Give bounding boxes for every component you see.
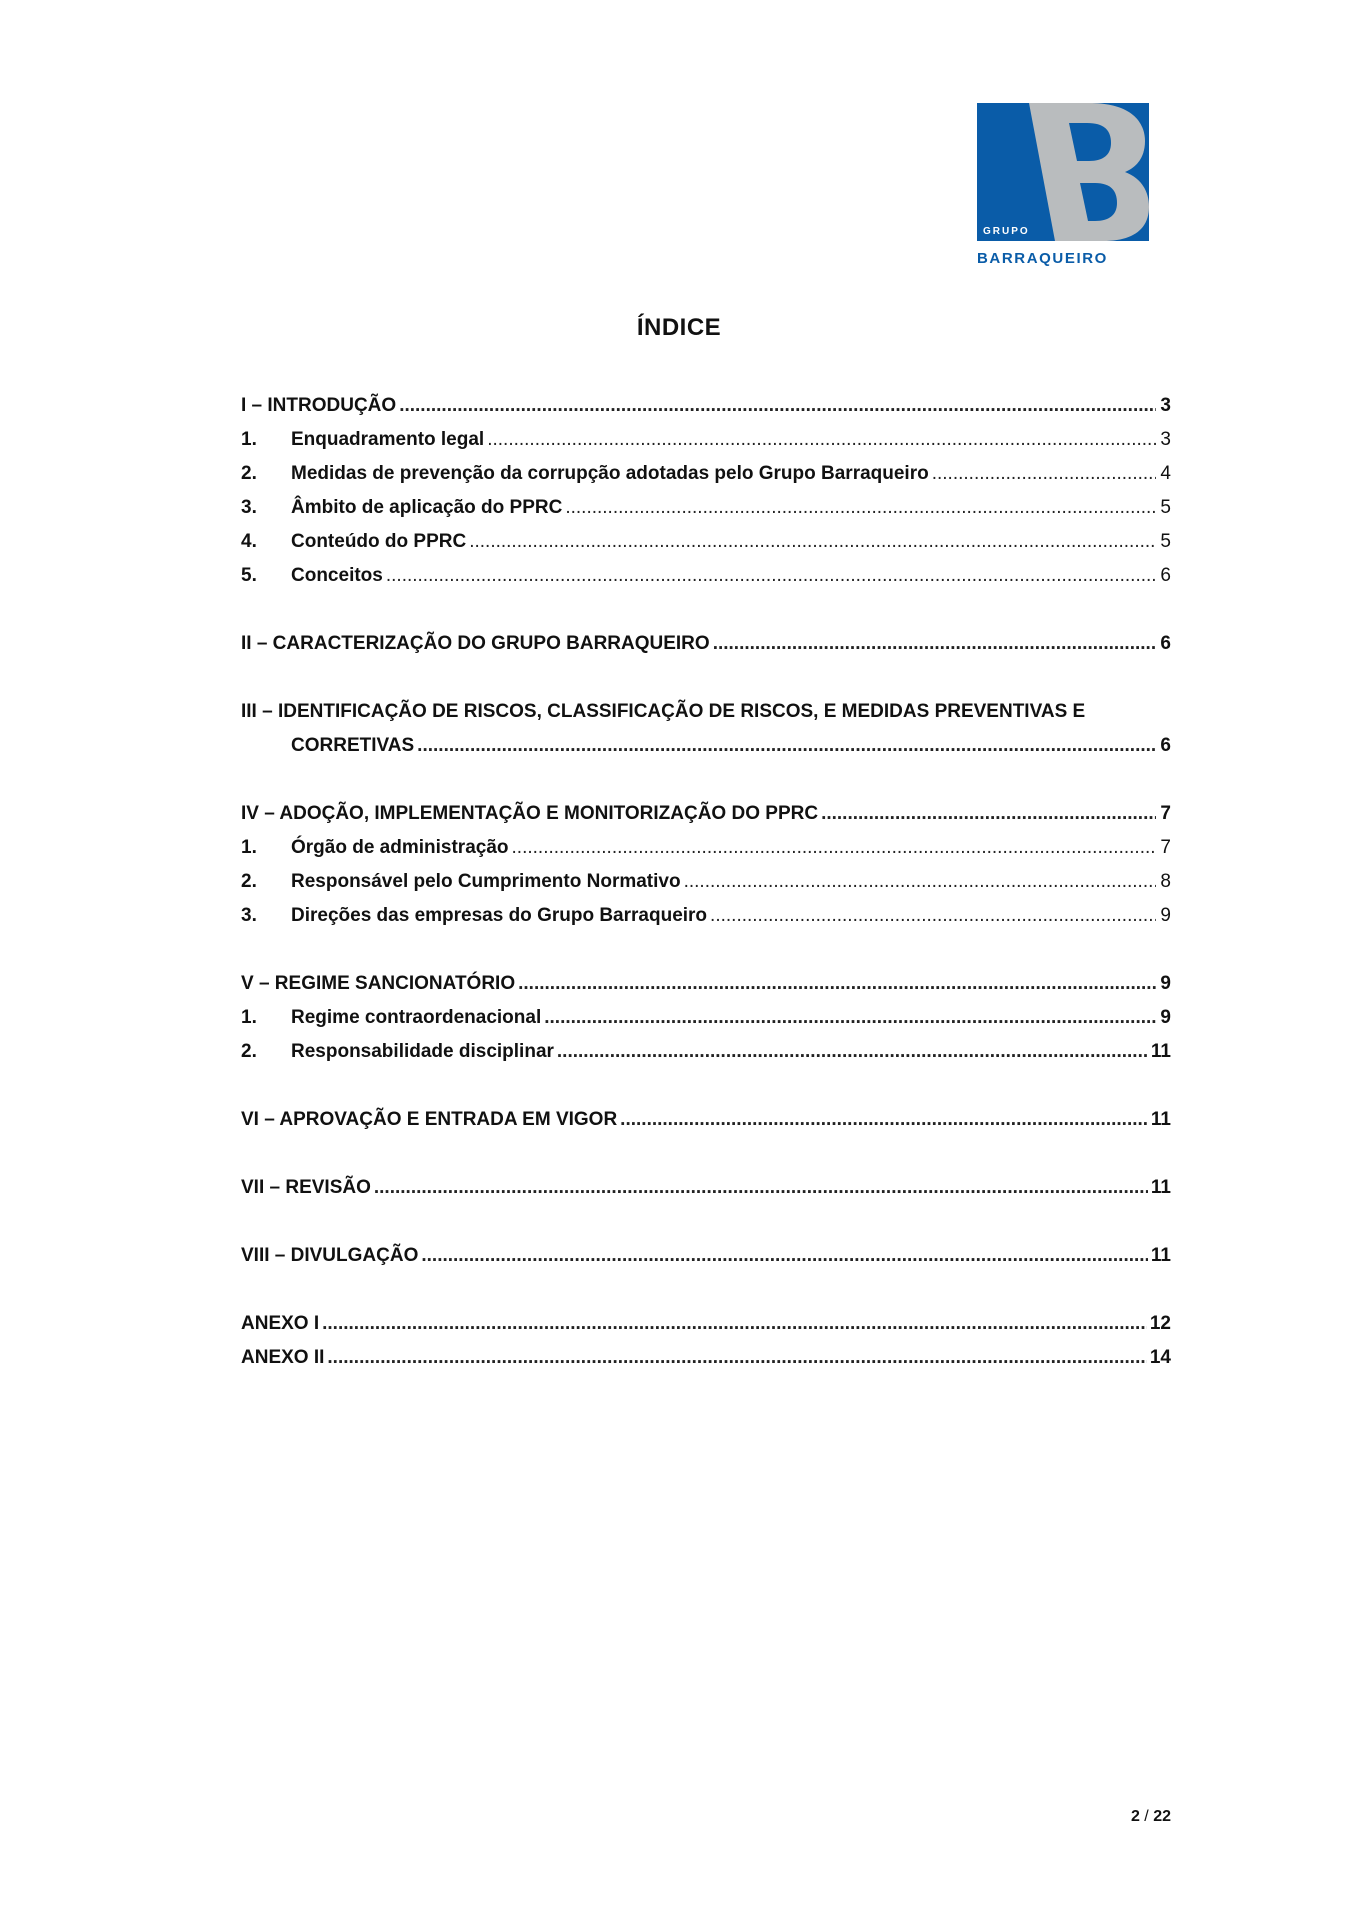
toc-leader (684, 871, 1156, 893)
toc-label: Âmbito de aplicação do PPRC (291, 497, 563, 518)
toc-page: 11 (1150, 1177, 1171, 1198)
toc-leader (565, 497, 1156, 519)
toc-entry-introducao[interactable] (241, 395, 1171, 429)
toc-entry-conceitos[interactable] (241, 565, 1171, 599)
toc-page: 6 (1160, 633, 1171, 654)
toc-leader (544, 1007, 1156, 1029)
toc-label: III – IDENTIFICAÇÃO DE RISCOS, CLASSIFICAÇÃO DE RISCOS, E MEDIDAS PREVENTIVAS E (241, 701, 1086, 722)
toc-entry-ambito[interactable] (241, 497, 1171, 531)
toc-entry-conteudo[interactable] (241, 531, 1171, 565)
toc-page: 5 (1160, 531, 1171, 552)
toc-page: 6 (1160, 735, 1171, 756)
toc-entry-divulgacao[interactable] (241, 1245, 1171, 1279)
toc-label: Responsabilidade disciplinar (291, 1041, 554, 1062)
toc-label: Enquadramento legal (291, 429, 485, 450)
toc-leader (557, 1041, 1148, 1063)
toc-leader (417, 735, 1156, 757)
toc-entry-disciplinar[interactable] (241, 1041, 1171, 1075)
toc-entry-adocao[interactable] (241, 803, 1171, 837)
toc-label: Responsável pelo Cumprimento Normativo (291, 871, 681, 892)
toc-page: 3 (1160, 395, 1171, 416)
toc-page: 9 (1160, 1007, 1171, 1028)
toc-page: 11 (1150, 1109, 1171, 1130)
toc-number: 2. (241, 463, 257, 484)
toc-page: 7 (1160, 837, 1171, 858)
toc-entry-anexo-i[interactable] (241, 1313, 1171, 1347)
toc-entry-regime-sancionatorio[interactable] (241, 973, 1171, 1007)
toc-label: ANEXO II (241, 1347, 325, 1368)
toc-entry-orgao[interactable] (241, 837, 1171, 871)
toc-label-continued: CORRETIVAS (291, 735, 415, 756)
toc-number: 1. (241, 837, 257, 858)
toc-page: 9 (1160, 973, 1171, 994)
toc-leader (710, 905, 1156, 927)
toc-leader (421, 1245, 1148, 1267)
toc-page: 8 (1160, 871, 1171, 892)
toc-page: 14 (1149, 1347, 1171, 1368)
toc-page: 6 (1160, 565, 1171, 586)
toc-entry-aprovacao[interactable] (241, 1109, 1171, 1143)
toc-label: VII – REVISÃO (241, 1177, 371, 1198)
toc-leader (518, 973, 1156, 995)
page-current: 2 (1130, 1808, 1140, 1825)
toc-leader (322, 1313, 1147, 1335)
toc-page: 9 (1160, 905, 1171, 926)
page-number (1100, 1808, 1171, 1826)
toc-leader (469, 531, 1156, 553)
toc-entry-caracterizacao[interactable] (241, 633, 1171, 667)
toc-number: 4. (241, 531, 257, 552)
toc-entry-enquadramento[interactable] (241, 429, 1171, 463)
toc-entry-anexo-ii[interactable] (241, 1347, 1171, 1381)
page-total: 22 (1153, 1808, 1171, 1825)
toc-label: IV – ADOÇÃO, IMPLEMENTAÇÃO E MONITORIZAÇÃO DO PPRC (241, 803, 819, 824)
toc-page: 11 (1150, 1245, 1171, 1266)
toc-number: 2. (241, 1041, 257, 1062)
company-logo (977, 103, 1149, 268)
toc-label: II – CARACTERIZAÇÃO DO GRUPO BARRAQUEIRO (241, 633, 710, 654)
toc-page: 3 (1160, 429, 1171, 450)
toc-leader (821, 803, 1156, 825)
toc-entry-medidas[interactable] (241, 463, 1171, 497)
toc-leader (512, 837, 1156, 859)
toc-number: 5. (241, 565, 257, 586)
toc-leader (932, 463, 1156, 485)
toc-label: Órgão de administração (291, 837, 509, 858)
toc-label: I – INTRODUÇÃO (241, 395, 397, 416)
page-title: ÍNDICE (636, 314, 722, 341)
toc-number: 2. (241, 871, 257, 892)
logo-word-barraqueiro: BARRAQUEIRO (977, 250, 1108, 267)
toc-leader (620, 1109, 1148, 1131)
toc-entry-direcoes[interactable] (241, 905, 1171, 939)
toc-entry-revisao[interactable] (241, 1177, 1171, 1211)
table-of-contents (241, 395, 1171, 1381)
toc-page: 4 (1160, 463, 1171, 484)
toc-entry-contraordenacional[interactable] (241, 1007, 1171, 1041)
toc-entry-identificacao-riscos[interactable] (241, 701, 1171, 769)
toc-label: VI – APROVAÇÃO E ENTRADA EM VIGOR (241, 1109, 618, 1130)
toc-leader (399, 395, 1156, 417)
toc-page: 11 (1150, 1041, 1171, 1062)
toc-label: Conceitos (291, 565, 383, 586)
page-separator: / (1144, 1808, 1149, 1825)
logo-word-grupo: GRUPO (983, 226, 1030, 237)
toc-number: 3. (241, 497, 257, 518)
toc-page: 5 (1160, 497, 1171, 518)
toc-label: VIII – DIVULGAÇÃO (241, 1245, 419, 1266)
toc-leader (487, 429, 1156, 451)
toc-number: 1. (241, 429, 257, 450)
toc-page: 12 (1149, 1313, 1171, 1334)
toc-leader (374, 1177, 1148, 1199)
toc-entry-responsavel[interactable] (241, 871, 1171, 905)
toc-leader (386, 565, 1156, 587)
grupo-barraqueiro-logo (977, 103, 1149, 268)
toc-number: 1. (241, 1007, 257, 1028)
toc-leader (327, 1347, 1146, 1369)
toc-leader (713, 633, 1156, 655)
toc-label: V – REGIME SANCIONATÓRIO (241, 973, 516, 994)
toc-number: 3. (241, 905, 257, 926)
toc-label: Direções das empresas do Grupo Barraqueiro (291, 905, 708, 926)
toc-label: ANEXO I (241, 1313, 320, 1334)
toc-label: Conteúdo do PPRC (291, 531, 467, 552)
toc-label: Regime contraordenacional (291, 1007, 542, 1028)
toc-label: Medidas de prevenção da corrupção adotadas pelo Grupo Barraqueiro (291, 463, 929, 484)
toc-page: 7 (1160, 803, 1171, 824)
